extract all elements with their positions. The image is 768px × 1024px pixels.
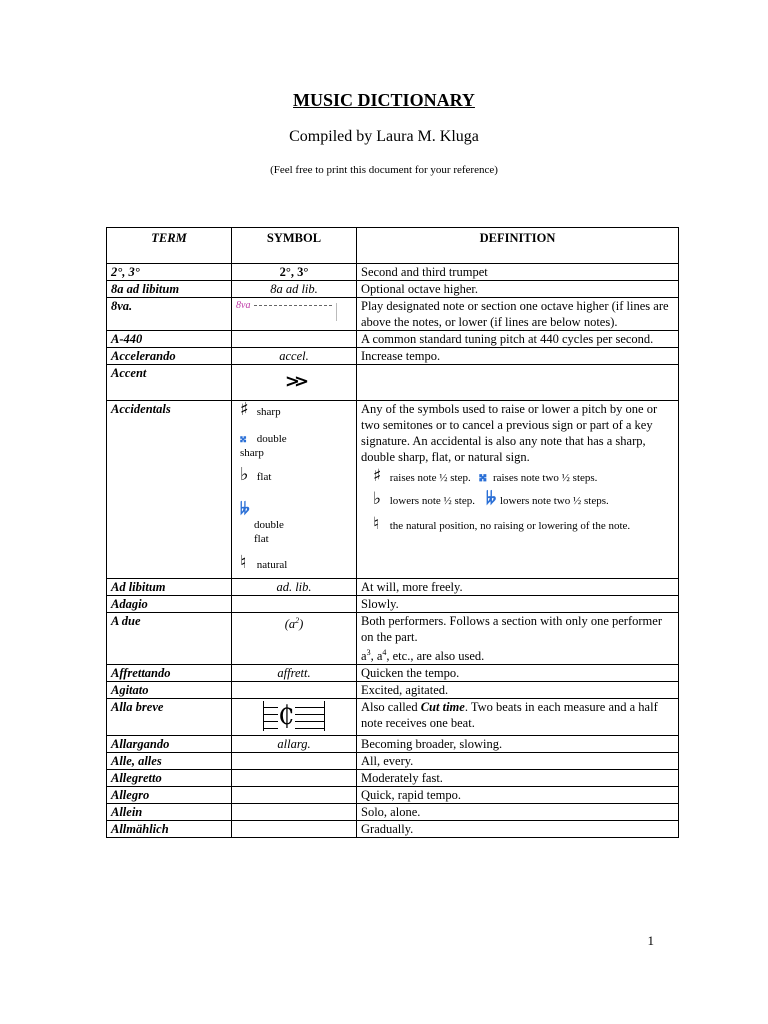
term-cell: Agitato — [107, 682, 232, 699]
term-cell: Allargando — [107, 736, 232, 753]
definition-cell: Optional octave higher. — [357, 281, 679, 298]
flat-icon: ♭ — [373, 489, 382, 509]
table-row — [107, 787, 679, 804]
symbol-cell — [232, 365, 357, 401]
term-cell: A due — [107, 613, 232, 665]
sharp-icon: ♯ — [373, 466, 382, 486]
dictionary-table — [106, 227, 679, 838]
term-cell: Allmählich — [107, 821, 232, 838]
accidental-sharp: ♯ sharp — [240, 399, 281, 420]
definition-cell — [357, 365, 679, 401]
term-cell: Alla breve — [107, 699, 232, 736]
definition-cell: Quicken the tempo. — [357, 665, 679, 682]
symbol-cell — [232, 787, 357, 804]
definition-cell: Increase tempo. — [357, 348, 679, 365]
table-row — [107, 821, 679, 838]
accidental-double-sharp: 𝄪 double sharp — [240, 430, 287, 459]
print-note: (Feel free to print this document for your reference) — [270, 164, 498, 176]
symbol-cell — [232, 331, 357, 348]
sharp-icon: ♯ — [240, 399, 249, 420]
term-cell: Affrettando — [107, 665, 232, 682]
definition-cell: Gradually. — [357, 821, 679, 838]
symbol-cell: ad. lib. — [232, 579, 357, 596]
double-sharp-icon: 𝄪 — [478, 466, 487, 486]
accidental-double-flat: 𝄫 double flat — [240, 499, 284, 545]
table-row — [107, 613, 679, 665]
page-subtitle: Compiled by Laura M. Kluga — [289, 128, 479, 145]
symbol-cell — [232, 596, 357, 613]
term-cell: Adagio — [107, 596, 232, 613]
definition-cell: Any of the symbols used to raise or lower a pitch by one or two semitones or to cancel a previous sign or part of a key signature. An accidental is also any note that has a sharp, double sharp, flat, or natural sign. ♯ raises note ½ step. 𝄪 raises note two ½ steps. ♭ lowers note ½ step. 𝄫 lowers note two ½ steps. ♮ the natural position, no raising or lowering of the note. — [357, 401, 679, 579]
symbol-cell: 8a ad lib. — [232, 281, 357, 298]
definition-cell: Excited, agitated. — [357, 682, 679, 699]
definition-cell: At will, more freely. — [357, 579, 679, 596]
ottava-symbol — [236, 298, 352, 314]
term-cell: Alle, alles — [107, 753, 232, 770]
symbol-cell — [232, 699, 357, 736]
page-title: MUSIC DICTIONARY — [293, 90, 475, 110]
table-row — [107, 298, 679, 331]
natural-icon: ♮ — [373, 514, 380, 534]
table-row — [107, 770, 679, 787]
symbol-cell: affrett. — [232, 665, 357, 682]
symbol-cell — [232, 298, 357, 331]
table-row — [107, 804, 679, 821]
table-row — [107, 753, 679, 770]
term-cell: 8va. — [107, 298, 232, 331]
term-cell: Accent — [107, 365, 232, 401]
flat-icon: ♭ — [240, 464, 249, 485]
definition-cell: Play designated note or section one octave higher (if lines are above the notes, or lower (if lines are below notes). — [357, 298, 679, 331]
accidental-flat: ♭ flat — [240, 464, 272, 485]
page-number: 1 — [647, 933, 654, 948]
definition-cell: Slowly. — [357, 596, 679, 613]
cut-time-icon: ₵ — [263, 701, 325, 731]
ottava-dashed-line — [254, 305, 332, 306]
symbol-cell — [232, 401, 357, 579]
symbol-cell: $(a^2)$ — [232, 613, 357, 665]
double-flat-icon: 𝄫 — [485, 489, 497, 509]
table-row — [107, 365, 679, 401]
header-definition: DEFINITION — [357, 228, 679, 264]
header-symbol: SYMBOL — [232, 228, 357, 264]
term-cell: 2°, 3° — [107, 264, 232, 281]
term-cell: 8a ad libitum — [107, 281, 232, 298]
symbol-cell — [232, 821, 357, 838]
term-cell: A-440 — [107, 331, 232, 348]
term-cell: Ad libitum — [107, 579, 232, 596]
symbol-cell: accel. — [232, 348, 357, 365]
table-row — [107, 348, 679, 365]
table-row — [107, 281, 679, 298]
ottava-label: 8va — [236, 300, 251, 311]
definition-cell: Quick, rapid tempo. — [357, 787, 679, 804]
symbol-cell — [232, 682, 357, 699]
table-row — [107, 264, 679, 281]
a-due-extra: $a^3$, $a^4$, etc., are also used. — [361, 648, 485, 664]
symbol-cell — [232, 770, 357, 787]
definition-cell: All, every. — [357, 753, 679, 770]
table-row — [107, 665, 679, 682]
definition-cell: Moderately fast. — [357, 770, 679, 787]
table-row — [107, 682, 679, 699]
definition-cell: Solo, alone. — [357, 804, 679, 821]
term-cell: Allein — [107, 804, 232, 821]
symbol-cell — [232, 804, 357, 821]
symbol-cell — [232, 753, 357, 770]
table-row — [107, 579, 679, 596]
double-flat-icon: 𝄫 — [240, 499, 250, 518]
definition-cell: Both performers. Follows a section with only one performer on the part. $a^3$, $a^4$, etc., are also used. — [357, 613, 679, 665]
symbol-cell: allarg. — [232, 736, 357, 753]
ottava-end-bracket — [336, 303, 338, 321]
accidental-descriptions: ♯ raises note ½ step. 𝄪 raises note two ½ steps. ♭ lowers note ½ step. 𝄫 lowers note two ½ steps. ♮ the natural position, no raising or lowering of the note. — [373, 466, 631, 534]
accent-icon: >> — [284, 371, 304, 392]
natural-icon: ♮ — [240, 552, 247, 573]
definition-cell: Becoming broader, slowing. — [357, 736, 679, 753]
definition-cell: Also called Cut time. Two beats in each measure and a half note receives one beat. — [357, 699, 679, 736]
term-cell: Accelerando — [107, 348, 232, 365]
term-cell: Allegro — [107, 787, 232, 804]
definition-cell: Second and third trumpet — [357, 264, 679, 281]
table-row — [107, 331, 679, 348]
definition-cell: A common standard tuning pitch at 440 cycles per second. — [357, 331, 679, 348]
accidental-natural: ♮ natural — [240, 552, 288, 573]
double-sharp-icon: 𝄪 — [240, 430, 247, 446]
header-term: TERM — [107, 228, 232, 264]
symbol-cell: 2°, 3° — [232, 264, 357, 281]
table-row — [107, 736, 679, 753]
term-cell: Accidentals — [107, 401, 232, 579]
table-header-row — [107, 228, 679, 264]
table-row — [107, 596, 679, 613]
table-row — [107, 401, 679, 579]
term-cell: Allegretto — [107, 770, 232, 787]
table-row — [107, 699, 679, 736]
